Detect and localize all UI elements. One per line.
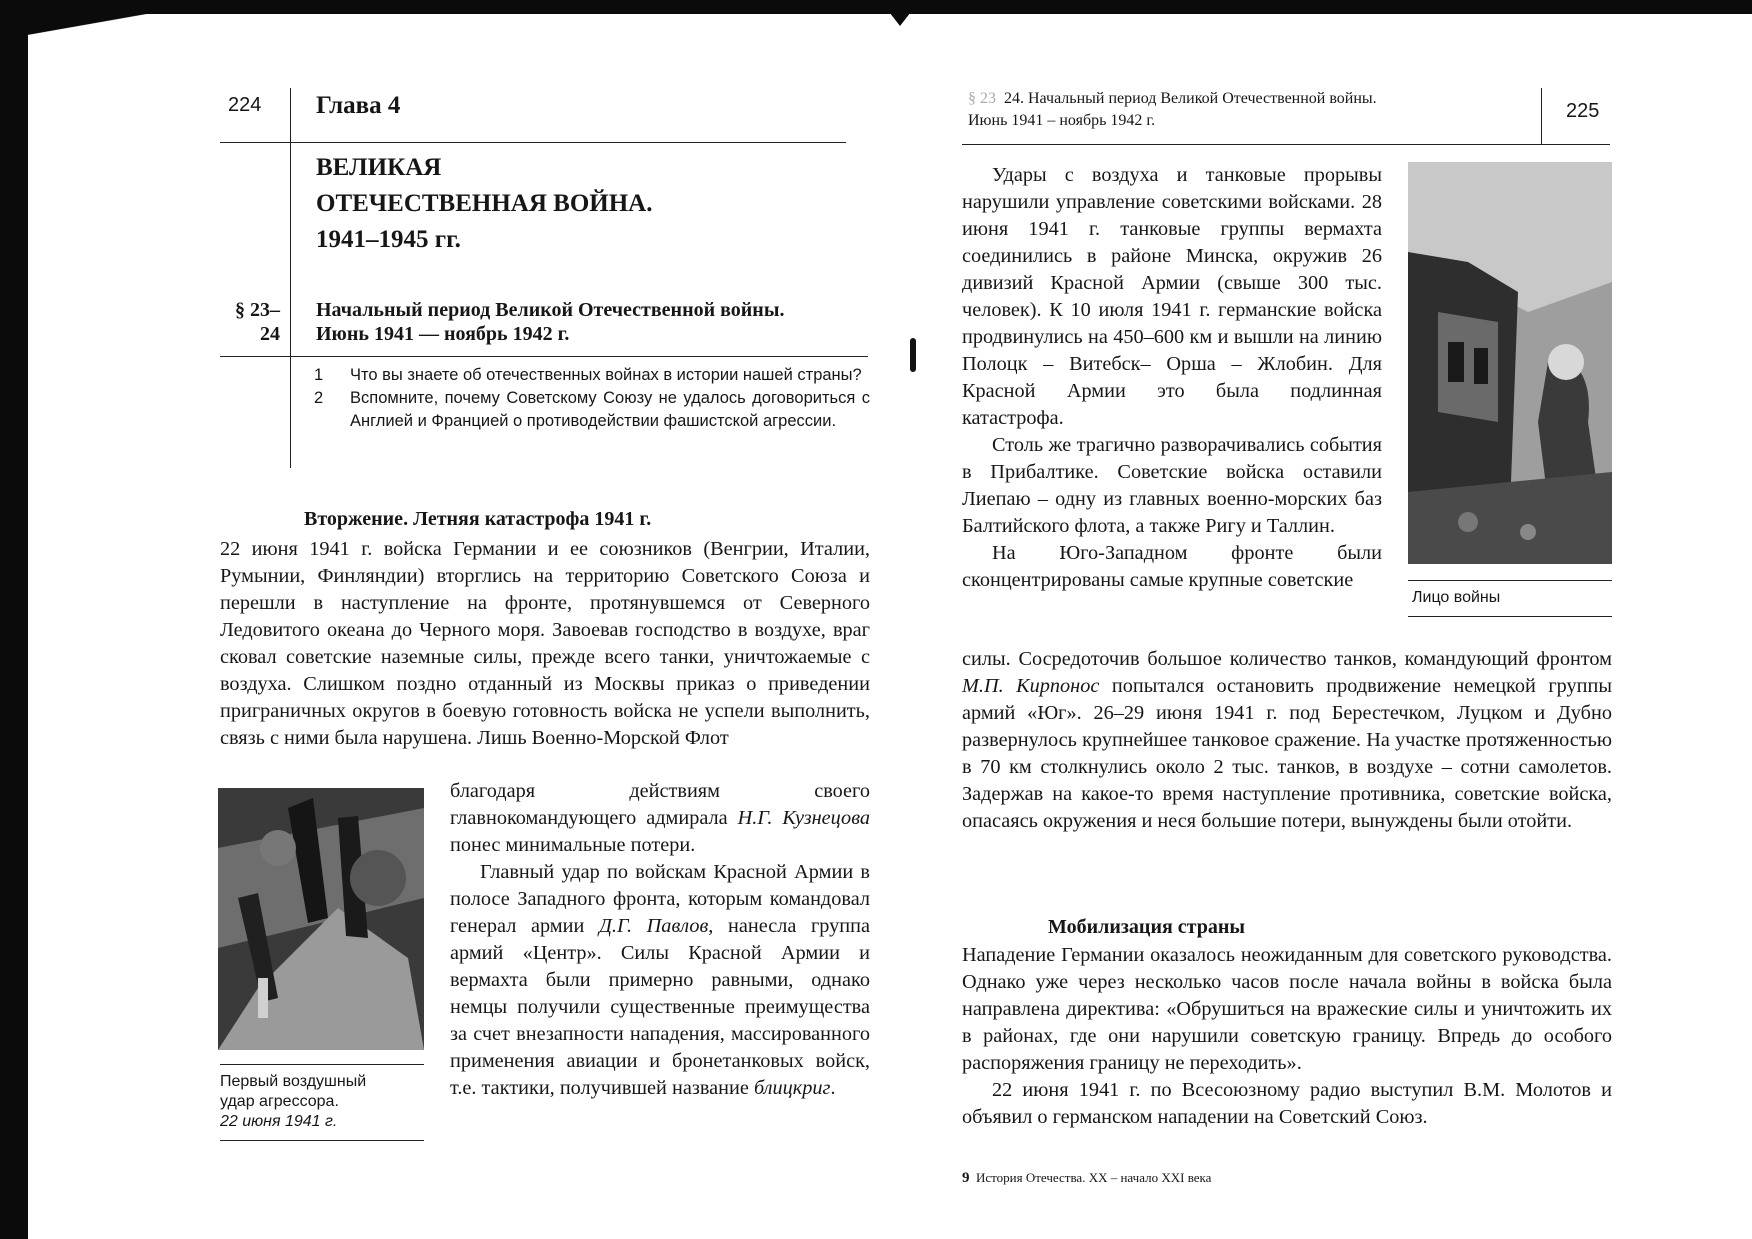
title-rule [220,356,868,357]
chapter-title-line: 1941–1945 гг. [316,226,461,253]
paragraph-title [316,298,784,346]
person-name: Н.Г. Кузнецова [737,807,870,829]
question-number: 2 [314,389,324,407]
chapter-title-line: ВЕЛИКАЯ [316,154,442,181]
paragraph-title-line: Июнь 1941 — ноябрь 1942 г. [316,323,570,345]
paragraph [450,778,870,859]
paragraph-title-line: Начальный период Великой Отечественной войны. [316,299,785,321]
page-mark [910,338,916,372]
text-run: . [830,1077,836,1099]
caption-rule-right-bottom [1408,616,1612,617]
paragraph-number-line: § 23– [235,299,280,321]
question-text: Вспомните, почему Советскому Союзу не удалось договориться с Англией и Францией о противодействии фашистской агрессии. [350,389,870,430]
running-head-line: 24. Начальный период Великой Отечественной войны. [1004,90,1377,107]
photo-face-of-war-image [1408,162,1612,564]
page-number-right: 225 [1566,100,1600,122]
text-air-strikes [962,162,1382,594]
caption-rule-right [1408,580,1612,581]
questions-list [314,364,870,433]
chapter-title-line: ОТЕЧЕСТВЕННАЯ ВОЙНА. [316,190,653,217]
running-head-line: Июнь 1941 – ноябрь 1942 г. [968,112,1156,129]
text-run: понес минимальные потери. [450,834,696,856]
text-run: Главный удар по войскам Красной Армии в полосе Западного фронта, которым командовал генерал армии [450,861,870,937]
paragraph: На Юго-Западном фронте были сконцентрированы самые крупные советские [962,542,1382,591]
paragraph: 22 июня 1941 г. войска Германии и ее союзников (Венгрии, Италии, Румынии, Финляндии) вторглись на территорию Советского Союза и перешли в наступление на фронте, протянувшемся от Северного Ледовитого океана до Черного моря. Завоевав господство в воздухе, враг сковал советские наземные силы, прежде всего танки, уничтожаемые с воздуха. Слишком поздно отданный из Москвы приказ о приведении приграничных округов в боевую готовность войска не успели выполнить, связь с ними была нарушена. Лишь Военно-Морской Флот [220,538,870,749]
caption-line: Первый воздушный [220,1073,367,1090]
header-rule [220,142,846,143]
photo-face-of-war [1408,162,1612,564]
chapter-label: Глава 4 [316,92,401,119]
page-number-left: 224 [228,94,262,116]
text-run: , нанесла группа армий «Центр». Силы Красной Армии и вермахта были примерно равными, однако немцы получили существенные преимущества за счет внезапности нападения, массированного применения авиации и бронетанковых войск, т.е. тактики, получившей название [450,915,870,1099]
caption-rule-bottom [220,1140,424,1141]
section-heading-mobilization: Мобилизация страны [1048,916,1245,938]
caption-line: удар агрессора. [220,1093,339,1110]
chapter-title [316,150,652,258]
paragraph [450,859,870,1102]
header-rule-vertical [1541,88,1542,144]
photo-air-strike-image [218,788,424,1050]
running-head-prefix: § 23 [968,90,996,107]
text-run: силы. Сосредоточив большое количество танков, командующий фронтом [962,648,1612,670]
paragraph-number-line: 24 [260,323,280,345]
paragraph: Нападение Германии оказалось неожиданным для советского руководства. Однако уже через несколько часов после начала войны в войска была направлена директива: «Обрушиться на вражеские силы и уничтожить их в районах, где они нарушили советскую границу. Впредь до особого распоряжения границу не переходить». [962,944,1612,1074]
header-rule-right [962,144,1610,145]
footer-signature [962,1170,1211,1187]
question-number: 1 [314,366,324,384]
text-invasion [220,536,870,752]
term: блицкриг [753,1077,831,1099]
text-southwest-front [962,646,1612,835]
footer-number: 9 [962,1170,970,1186]
question-text: Что вы знаете об отечественных войнах в истории нашей страны? [350,366,862,384]
photo-caption-left [220,1072,366,1132]
text-mobilization [962,942,1612,1131]
question-item [314,364,870,387]
paragraph-number [216,298,280,346]
binding-notch [886,8,914,26]
person-name: М.П. Кирпонос [962,675,1100,697]
question-item [314,387,870,433]
paragraph: Удары с воздуха и танковые прорывы нарушили управление советскими войсками. 28 июня 1941 г. танковые группы вермахта соединились в районе Минска, окружив 26 дивизий Красной Армии (свыше 300 тыс. человек). К 10 июля 1941 г. германские войска продвинулись на 450–600 км и вышли на линию Полоцк – Витебск– Орша – Жлобин. Для Красной Армии это была подлинная катастрофа. [962,164,1382,429]
running-head [968,88,1377,132]
paragraph [962,646,1612,835]
photo-air-strike [218,788,424,1050]
person-name: Д.Г. Павлов [598,915,709,937]
caption-rule [220,1064,424,1065]
photo-caption-right: Лицо войны [1412,589,1501,606]
text-run: благодаря действиям своего главнокомандующего адмирала [450,780,870,829]
caption-date: 22 июня 1941 г. [220,1113,338,1130]
margin-rule-vertical [290,88,291,468]
paragraph: 22 июня 1941 г. по Всесоюзному радио выступил В.М. Молотов и объявил о германском нападении на Советский Союз. [962,1079,1612,1128]
text-run: попытался остановить продвижение немецкой группы армий «Юг». 26–29 июня 1941 г. под Берестечком, Луцком и Дубно развернулось крупнейшее танковое сражение. На участке протяженностью в 70 км столкнулись около 2 тыс. танков, в воздухе – сотни самолетов. Задержав на какое-то время наступление противника, советские войска, опасаясь окружения и неся большие потери, вынуждены были отойти. [962,675,1612,832]
paragraph: Столь же трагично разворачивались события в Прибалтике. Советские войска оставили Лиепаю – одну из главных военно-морских баз Балтийского флота, а также Ригу и Таллин. [962,434,1382,537]
section-heading-invasion: Вторжение. Летняя катастрофа 1941 г. [304,508,652,530]
text-main-strike [450,778,870,1102]
footer-text: История Отечества. XX – начало XXI века [976,1170,1212,1185]
